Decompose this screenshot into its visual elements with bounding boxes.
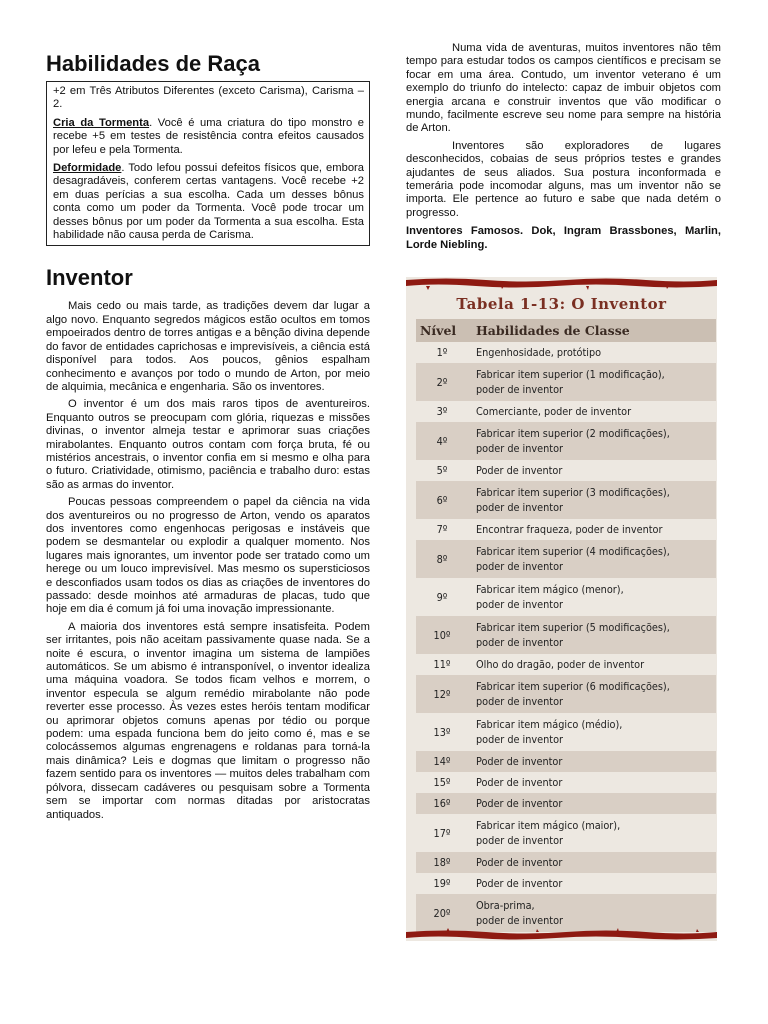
deformity-paragraph bbox=[53, 162, 364, 242]
inventor-class-table bbox=[406, 277, 717, 941]
table-rows bbox=[416, 342, 716, 932]
table-row bbox=[416, 675, 716, 713]
table-row bbox=[416, 894, 716, 932]
famous-inventors: Inventores Famosos. Dok, Ingram Brassbones, Marlin, Lorde Niebling. bbox=[406, 225, 721, 251]
level-cell: 5º bbox=[436, 464, 448, 477]
abilities-cell: Fabricar item superior (1 modificação), poder de inventor bbox=[476, 368, 665, 396]
deformity-label: Deformidade bbox=[53, 162, 122, 175]
body-paragraph: Poucas pessoas compreendem o papel da ciência na vida dos aventureiros ou no progresso de Arton, vendo os aparatos dos inventores como engenhocas perigosas e instáveis que podem se desmantelar ou explodir a qualquer momento. Nos lugares mais ignorantes, um inventor pode ser tratado como um herege ou um louco imprevisível. Mas mesmo os supersticiosos e desconfiados usam todos os dias as criações de inventores do passado: desde moinhos até armaduras de placas, tudo que hoje em dia é comum já foi uma inovação impressionante. bbox=[46, 496, 370, 616]
abilities-cell: Fabricar item superior (3 modificações), poder de inventor bbox=[476, 486, 670, 514]
abilities-cell: Poder de inventor bbox=[476, 755, 563, 768]
race-abilities-box bbox=[46, 81, 370, 246]
inventor-heading: Inventor bbox=[46, 265, 133, 291]
tormenta-spawn-label: Cria da Tormenta bbox=[53, 116, 150, 129]
level-cell: 1º bbox=[436, 346, 448, 359]
abilities-cell: Poder de inventor bbox=[476, 776, 563, 789]
tormenta-spawn-text: . Você é uma criatura do tipo monstro e recebe +5 em testes de resistência contra efeitos causados por lefeu e pela Tormenta. bbox=[53, 116, 364, 156]
level-cell: 18º bbox=[433, 856, 451, 869]
table-row bbox=[416, 772, 716, 793]
level-cell: 20º bbox=[433, 906, 451, 920]
table-bottom-border bbox=[406, 928, 717, 941]
level-cell: 19º bbox=[433, 877, 451, 890]
table-row bbox=[416, 814, 716, 852]
level-cell: 14º bbox=[433, 755, 451, 768]
abilities-cell: Comerciante, poder de inventor bbox=[476, 405, 632, 418]
abilities-cell: Poder de inventor bbox=[476, 797, 563, 810]
table-header-row bbox=[416, 319, 716, 342]
table-row bbox=[416, 540, 716, 578]
body-paragraph: A maioria dos inventores está sempre insatisfeita. Podem ser irritantes, pois não aceitam passivamente quase nada. Se a noite é escura, o inventor imagina um sistema de lampiões automáticos. Se um abismo é intransponível, o inventor idealiza uma máquina voadora. Se todos ficam velhos e morrem, o inventor especula se algum remédio mirabolante não pode reverter esse processo. Às vezes estes heróis tentam modificar ou aprimorar objetos comuns apenas por tédio ou porque podem: uma espada funciona bem do jeito como é, mas e se colocássemos algumas engrenagens e roldanas para torná-la mais dinâmica? Leis e dogmas que limitam o progresso não fazem sentido para os inventores — muitos deles trabalham com pólvora, dissecam cadáveres ou pesquisam sobre a Tormenta sem se importar com normas ditadas por aristocratas antiquados. bbox=[46, 620, 370, 821]
level-cell: 2º bbox=[436, 375, 448, 389]
abilities-cell: Fabricar item superior (4 modificações), poder de inventor bbox=[476, 545, 670, 573]
table-row bbox=[416, 852, 716, 873]
table-row bbox=[416, 793, 716, 814]
table-row bbox=[416, 519, 716, 540]
abilities-cell: Fabricar item superior (6 modificações), poder de inventor bbox=[476, 680, 670, 708]
table-row bbox=[416, 342, 716, 363]
level-cell: 15º bbox=[433, 776, 451, 789]
table-row bbox=[416, 363, 716, 401]
table-row bbox=[416, 578, 716, 616]
body-paragraph: Numa vida de aventuras, muitos inventores não têm tempo para estudar todos os campos científicos e precisam se focar em uma área. Contudo, um inventor veterano é um exemplo do triunfo do intelecto: capaz de imbuir objetos com energia arcana e construir inventos que vão modificar o mundo, facilmente escreve seu nome para sempre na história de Arton. bbox=[406, 42, 721, 135]
body-paragraph: Mais cedo ou mais tarde, as tradições devem dar lugar a algo novo. Enquanto segredos mágicos estão ocultos em tomos empoeirados dentro de torres antigas e a bênção divina depende do favor de entidades caprichosas e imprevisíveis, a ciência está disponível para todos. Aos poucos, gênios espalham conhecimento e avanços por todo o mundo de Arton, por meio de alquimia, mecânica e engenharia. São os inventores. bbox=[46, 300, 370, 393]
table-row bbox=[416, 481, 716, 519]
table-row bbox=[416, 422, 716, 460]
deformity-text: . Todo lefou possui defeitos físicos que, embora desagradáveis, conferem certas vantagens. Você recebe +2 em duas perícias a sua escolha. Cada um desses bônus conta como um poder da Tormenta. Você pode trocar um desses bônus por um poder da Tormenta a sua escolha. Esta habilidade não causa perda de Carisma. bbox=[53, 162, 364, 242]
level-cell: 11º bbox=[433, 658, 451, 671]
level-column-header: Nível bbox=[420, 323, 457, 338]
table-row bbox=[416, 616, 716, 654]
table-row bbox=[416, 751, 716, 772]
body-paragraph: Inventores são exploradores de lugares desconhecidos, cobaias de seus próprios testes e grandes ajudantes de seus aliados. Sua postura inconformada e temerária pode incomodar alguns, mas um inventor não se importa. Ele pertence ao futuro e sabe que nada detém o progresso. bbox=[406, 139, 721, 219]
level-cell: 3º bbox=[436, 405, 448, 418]
table-row bbox=[416, 713, 716, 751]
table-row bbox=[416, 460, 716, 481]
tormenta-spawn-paragraph bbox=[53, 117, 364, 157]
level-cell: 10º bbox=[433, 628, 451, 642]
inventor-body bbox=[46, 300, 370, 821]
level-cell: 6º bbox=[436, 493, 448, 507]
level-cell: 12º bbox=[433, 687, 451, 701]
left-column bbox=[46, 50, 370, 826]
abilities-cell: Fabricar item mágico (menor), poder de inventor bbox=[476, 583, 624, 611]
level-cell: 8º bbox=[436, 552, 448, 566]
abilities-cell: Poder de inventor bbox=[476, 856, 563, 869]
abilities-cell: Fabricar item superior (2 modificações), poder de inventor bbox=[476, 427, 670, 455]
abilities-cell: Encontrar fraqueza, poder de inventor bbox=[476, 523, 663, 536]
level-cell: 13º bbox=[433, 725, 451, 739]
race-attributes-text: +2 em Três Atributos Diferentes (exceto Carisma), Carisma –2. bbox=[53, 85, 364, 111]
abilities-cell: Olho do dragão, poder de inventor bbox=[476, 658, 645, 671]
abilities-cell: Poder de inventor bbox=[476, 464, 563, 477]
abilities-column-header: Habilidades de Classe bbox=[476, 323, 630, 338]
table-row bbox=[416, 873, 716, 894]
level-cell: 7º bbox=[436, 523, 448, 536]
table-top-border bbox=[406, 277, 717, 290]
table-title: Tabela 1-13: O Inventor bbox=[456, 295, 667, 313]
table-row bbox=[416, 654, 716, 675]
abilities-cell: Fabricar item superior (5 modificações), poder de inventor bbox=[476, 621, 670, 649]
class-table bbox=[416, 319, 716, 932]
abilities-cell: Fabricar item mágico (maior), poder de inventor bbox=[476, 819, 621, 847]
level-cell: 16º bbox=[433, 797, 451, 810]
abilities-cell: Engenhosidade, protótipo bbox=[476, 346, 602, 359]
level-cell: 4º bbox=[436, 434, 448, 448]
body-paragraph: O inventor é um dos mais raros tipos de aventureiros. Enquanto outros se preocupam com glória, riquezas e missões divinas, o inventor almeja testar e aprimorar suas criações mirabolantes. Enquanto outros contam com força bruta, fé ou mistérios ancestrais, o inventor confia em si mesmo e olha para o futuro. Criatividade, otimismo, paciência e trabalho duro: estas são as armas do inventor. bbox=[46, 398, 370, 491]
abilities-cell: Fabricar item mágico (médio), poder de inventor bbox=[476, 718, 623, 746]
level-cell: 17º bbox=[433, 826, 451, 840]
table-row bbox=[416, 401, 716, 422]
race-abilities-heading: Habilidades de Raça bbox=[46, 51, 260, 76]
abilities-cell: Obra-prima, poder de inventor bbox=[476, 899, 564, 927]
level-cell: 9º bbox=[436, 590, 448, 604]
abilities-cell: Poder de inventor bbox=[476, 877, 563, 890]
right-column bbox=[406, 42, 721, 256]
